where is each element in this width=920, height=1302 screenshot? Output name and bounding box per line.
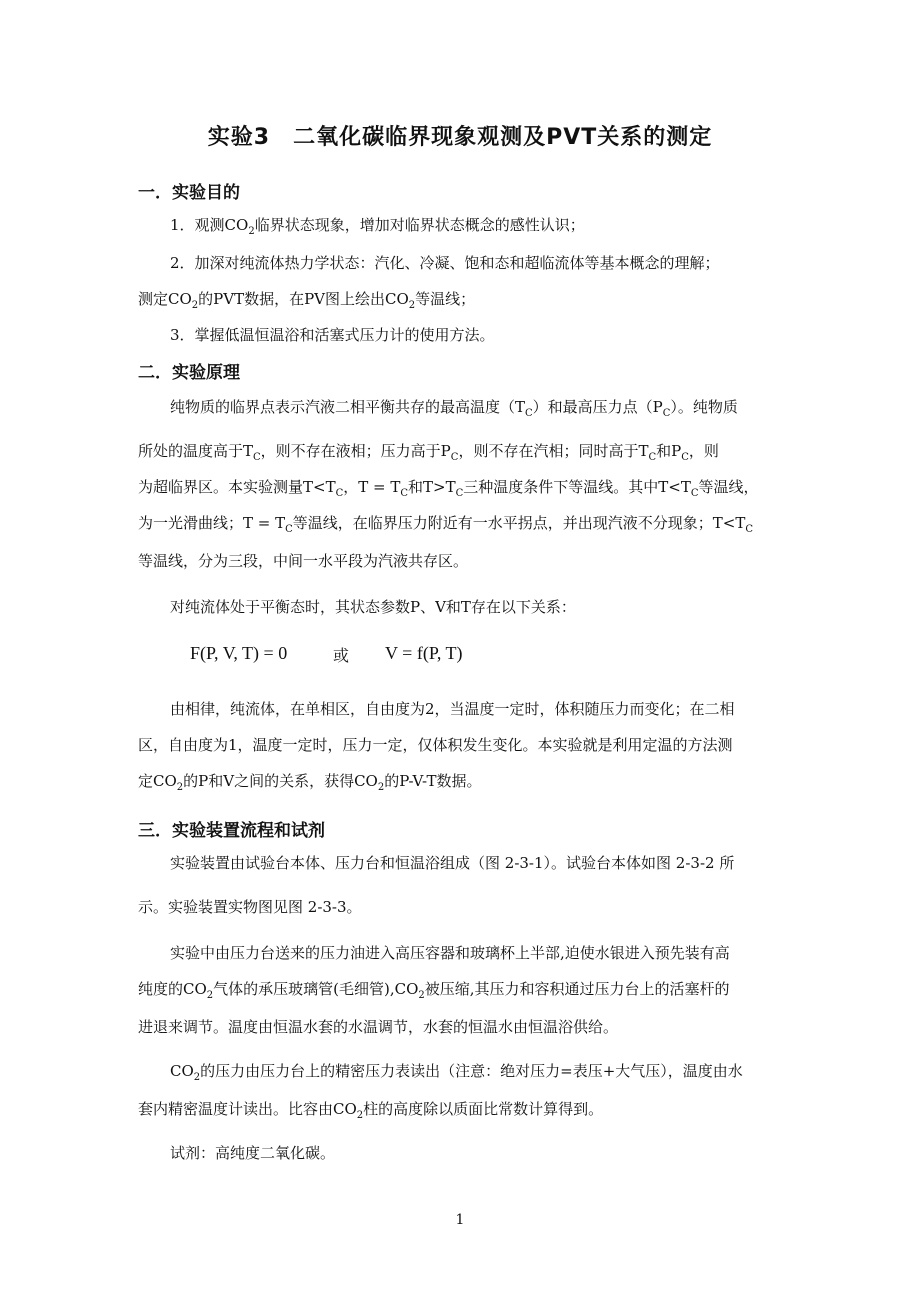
principle-p1-line2: 所处的温度高于$T_C$，则不存在液相；压力高于$P_C$，则不存在汽相；同时高于$T_C$和$P_C$，则 bbox=[138, 442, 719, 463]
principle-p1-line5: 等温线，分为三段，中间一水平段为汽液共存区。 bbox=[138, 552, 469, 570]
apparatus-p3-line1: $CO_2$的压力由压力台上的精密压力表读出（注意：绝对压力=表压+大气压），温度由水 bbox=[170, 1062, 743, 1083]
equation-implicit: F(P, V, T) = 0 bbox=[190, 643, 288, 663]
apparatus-p3-line2: 套内精密温度计读出。比容由$CO_2$柱的高度除以质面比常数计算得到。 bbox=[138, 1100, 604, 1121]
apparatus-p1-line1: 实验装置由试验台本体、压力台和恒温浴组成（图 2-3-1）。试验台本体如图 2-3-2 所 bbox=[170, 854, 735, 872]
apparatus-p2-line3: 进退来调节。温度由恒温水套的水温调节，水套的恒温水由恒温浴供给。 bbox=[138, 1018, 619, 1036]
principle-p1-line4: 为一光滑曲线；$T = T_C$等温线，在临界压力附近有一水平拐点，并出现汽液不分现象；$T<T_C$ bbox=[138, 514, 754, 535]
equation-explicit: V = f(P, T) bbox=[385, 643, 463, 663]
section-heading-apparatus: 三．实验装置流程和试剂 bbox=[138, 821, 325, 841]
purpose-item-1: 1．观测$CO_2$临界状态现象，增加对临界状态概念的感性认识； bbox=[170, 216, 585, 237]
principle-p1-line3: 为超临界区。本实验测量$T<T_C$，$T = T_C$和$T>T_C$三种温度条件下等温线。其中$T<T_C$等温线， bbox=[138, 478, 759, 499]
purpose-item-2: 2．加深对纯流体热力学状态：汽化、冷凝、饱和态和超临流体等基本概念的理解； bbox=[170, 254, 720, 272]
apparatus-p1-line2: 示。实验装置实物图见图 2-3-3。 bbox=[138, 898, 362, 916]
equation-or: 或 bbox=[333, 646, 350, 665]
apparatus-p2-line1: 实验中由压力台送来的压力油进入高压容器和玻璃杯上半部,迫使水银进入预先装有高 bbox=[170, 944, 730, 962]
page-number: 1 bbox=[455, 1212, 465, 1228]
reagent-line: 试剂：高纯度二氧化碳。 bbox=[170, 1144, 336, 1162]
purpose-item-3: 3．掌握低温恒温浴和活塞式压力计的使用方法。 bbox=[170, 326, 495, 344]
purpose-item-2-cont: 测定$CO_2$的PVT数据，在PV图上绘出$CO_2$等温线； bbox=[138, 290, 476, 311]
page-title: 实验3 二氧化碳临界现象观测及PVT关系的测定 bbox=[207, 125, 713, 150]
principle-p3-line3: 定$CO_2$的P和V之间的关系，获得$CO_2$的P-V-T数据。 bbox=[138, 772, 482, 793]
principle-p1-line1: 纯物质的临界点表示汽液二相平衡共存的最高温度$(T_C)$和最高压力点$(P_C)$。纯物质 bbox=[170, 398, 738, 419]
principle-p3-line1: 由相律，纯流体，在单相区，自由度为2，当温度一定时，体积随压力而变化；在二相 bbox=[170, 700, 735, 718]
apparatus-p2-line2: 纯度的$CO_2$气体的承压玻璃管(毛细管)$,CO_2$被压缩,其压力和容积通过压力台上的活塞杆的 bbox=[138, 980, 730, 1001]
section-heading-purpose: 一．实验目的 bbox=[138, 183, 240, 203]
section-heading-principle: 二．实验原理 bbox=[138, 363, 240, 383]
principle-p2: 对纯流体处于平衡态时，其状态参数P、V和T存在以下关系： bbox=[170, 598, 576, 616]
principle-p3-line2: 区，自由度为1，温度一定时，压力一定，仅体积发生变化。本实验就是利用定温的方法测 bbox=[138, 736, 733, 754]
